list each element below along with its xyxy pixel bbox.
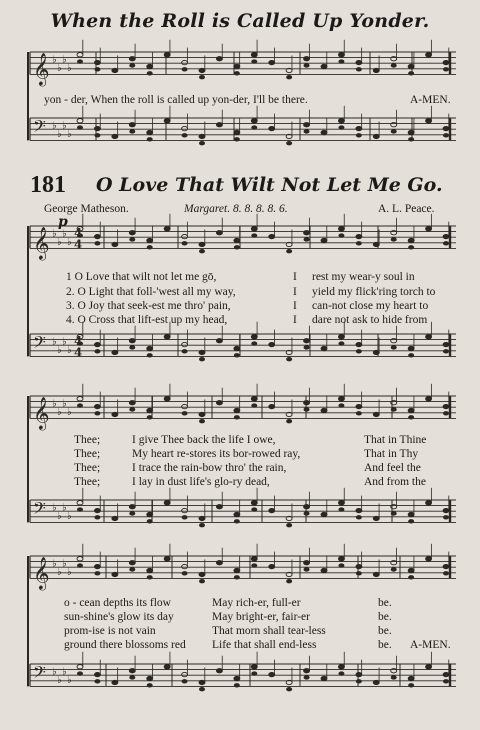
verse1-line1-a: 1 O Love that wilt not let me gō, <box>66 271 217 283</box>
svg-text:♭: ♭ <box>62 398 67 410</box>
svg-text:♭: ♭ <box>62 336 67 348</box>
svg-text:♭: ♭ <box>52 228 57 240</box>
verse3-line1-b: I <box>293 300 297 312</box>
svg-text:𝄞: 𝄞 <box>33 52 50 86</box>
svg-text:♭: ♭ <box>67 128 72 140</box>
svg-text:♭: ♭ <box>67 62 72 74</box>
s1-bass-staff <box>30 322 456 362</box>
s3-treble-staff <box>30 544 456 591</box>
verse2-line1-a: 2. O Light that foll-'west all my way, <box>66 286 236 298</box>
verse4-line3-a: ground there blossoms red <box>64 639 186 651</box>
svg-text:♭: ♭ <box>57 510 62 522</box>
verse4-line2-a: Thee; <box>74 476 101 488</box>
verse4-line2-c: And from the <box>364 476 426 488</box>
top-hymn-ending-lyric: yon - der, When the roll is called up yon-der, I'll be there. <box>44 94 308 106</box>
verse4-line3-c: be. <box>378 639 392 651</box>
hymn-tune: Margaret. 8. 8. 8. 8. 6. <box>184 203 288 215</box>
s1-treble-staff <box>30 214 456 261</box>
verse2-line3-b: May bright-er, fair-er <box>212 611 310 623</box>
verse1-line2-b: I give Thee back the life I owe, <box>132 434 276 446</box>
verse1-line1-c: rest my wear-y soul in <box>312 271 415 283</box>
verse4-line2-b: I lay in dust life's glo-ry dead, <box>132 476 270 488</box>
verse4-line3-b: Life that shall end-less <box>212 639 317 651</box>
verse2-line2-a: Thee; <box>74 448 101 460</box>
svg-text:♭: ♭ <box>67 406 72 418</box>
verse3-line2-a: Thee; <box>74 462 101 474</box>
svg-text:♭: ♭ <box>57 566 62 578</box>
svg-text:𝄞: 𝄞 <box>33 396 50 430</box>
verse3-line1-a: 3. O Joy that seek-est me thro' pain, <box>66 300 231 312</box>
hymn-title: O Love That Wilt Not Let Me Go. <box>96 174 443 196</box>
svg-text:♭: ♭ <box>67 510 72 522</box>
svg-text:♭: ♭ <box>57 674 62 686</box>
svg-text:♭: ♭ <box>52 336 57 348</box>
svg-text:𝄢: 𝄢 <box>33 497 46 522</box>
verse1-line2-a: Thee; <box>74 434 101 446</box>
time-signature-bottom: 4 <box>74 345 83 360</box>
svg-text:♭: ♭ <box>57 236 62 248</box>
top-hymn-amen: A-MEN. <box>410 94 451 106</box>
svg-text:♭: ♭ <box>57 62 62 74</box>
svg-text:♭: ♭ <box>52 558 57 570</box>
svg-text:♭: ♭ <box>67 674 72 686</box>
verse3-line3-a: prom-ise is not vain <box>64 625 156 637</box>
svg-text:♭: ♭ <box>57 344 62 356</box>
svg-text:♭: ♭ <box>62 666 67 678</box>
svg-text:𝄢: 𝄢 <box>33 661 46 686</box>
dynamic-marking: p <box>58 214 68 230</box>
time-signature-top: 4 <box>74 226 83 241</box>
time-signature-bottom: 4 <box>74 237 83 252</box>
svg-text:♭: ♭ <box>62 558 67 570</box>
svg-text:♭: ♭ <box>52 54 57 66</box>
svg-text:♭: ♭ <box>62 54 67 66</box>
verse1-line1-b: I <box>293 271 297 283</box>
verse3-line3-c: be. <box>378 625 392 637</box>
s3-bass-staff <box>30 652 456 692</box>
time-signature-top: 4 <box>74 334 83 349</box>
svg-text:♭: ♭ <box>52 120 57 132</box>
svg-text:♭: ♭ <box>62 120 67 132</box>
verse4-line1-c: dare not ask to hide from <box>312 314 428 326</box>
hymn-amen: A-MEN. <box>410 639 451 651</box>
svg-text:♭: ♭ <box>57 128 62 140</box>
verse4-line1-b: I <box>293 314 297 326</box>
svg-text:♭: ♭ <box>62 502 67 514</box>
svg-text:♭: ♭ <box>52 666 57 678</box>
verse3-line2-b: I trace the rain-bow thro' the rain, <box>132 462 287 474</box>
svg-text:♭: ♭ <box>52 398 57 410</box>
svg-text:𝄞: 𝄞 <box>33 226 50 260</box>
verse2-line3-a: sun-shine's glow its day <box>64 611 174 623</box>
verse2-line2-b: My heart re-stores its bor-rowed ray, <box>132 448 301 460</box>
verse1-line3-a: o - cean depths its flow <box>64 597 171 609</box>
hymn-number: 181 <box>30 172 66 198</box>
s2-treble-staff <box>30 384 456 431</box>
svg-text:♭: ♭ <box>62 228 67 240</box>
verse2-line1-c: yield my flick'ring torch to <box>312 286 436 298</box>
svg-text:♭: ♭ <box>52 502 57 514</box>
top-hymn-title: When the Roll is Called Up Yonder. <box>50 10 430 32</box>
verse2-line3-c: be. <box>378 611 392 623</box>
verse2-line1-b: I <box>293 286 297 298</box>
verse3-line2-c: And feel the <box>364 462 421 474</box>
verse1-line3-b: May rich-er, full-er <box>212 597 301 609</box>
svg-text:♭: ♭ <box>57 406 62 418</box>
verse3-line3-b: That morn shall tear-less <box>212 625 326 637</box>
verse1-line3-c: be. <box>378 597 392 609</box>
svg-text:𝄢: 𝄢 <box>33 115 46 140</box>
top-bass-staff <box>30 106 456 146</box>
s2-bass-staff <box>30 488 456 528</box>
svg-text:𝄞: 𝄞 <box>33 556 50 590</box>
svg-text:♭: ♭ <box>67 566 72 578</box>
svg-text:♭: ♭ <box>67 236 72 248</box>
hymn-author: George Matheson. <box>44 203 129 215</box>
verse3-line1-c: can-not close my heart to <box>312 300 429 312</box>
verse2-line2-c: That in Thy <box>364 448 419 460</box>
verse1-line2-c: That in Thine <box>364 434 427 446</box>
hymn-composer: A. L. Peace. <box>378 203 435 215</box>
verse4-line1-a: 4. O Cross that lift-est up my head, <box>66 314 228 326</box>
svg-text:♭: ♭ <box>67 344 72 356</box>
svg-text:𝄢: 𝄢 <box>33 331 46 356</box>
top-treble-staff <box>30 40 456 87</box>
